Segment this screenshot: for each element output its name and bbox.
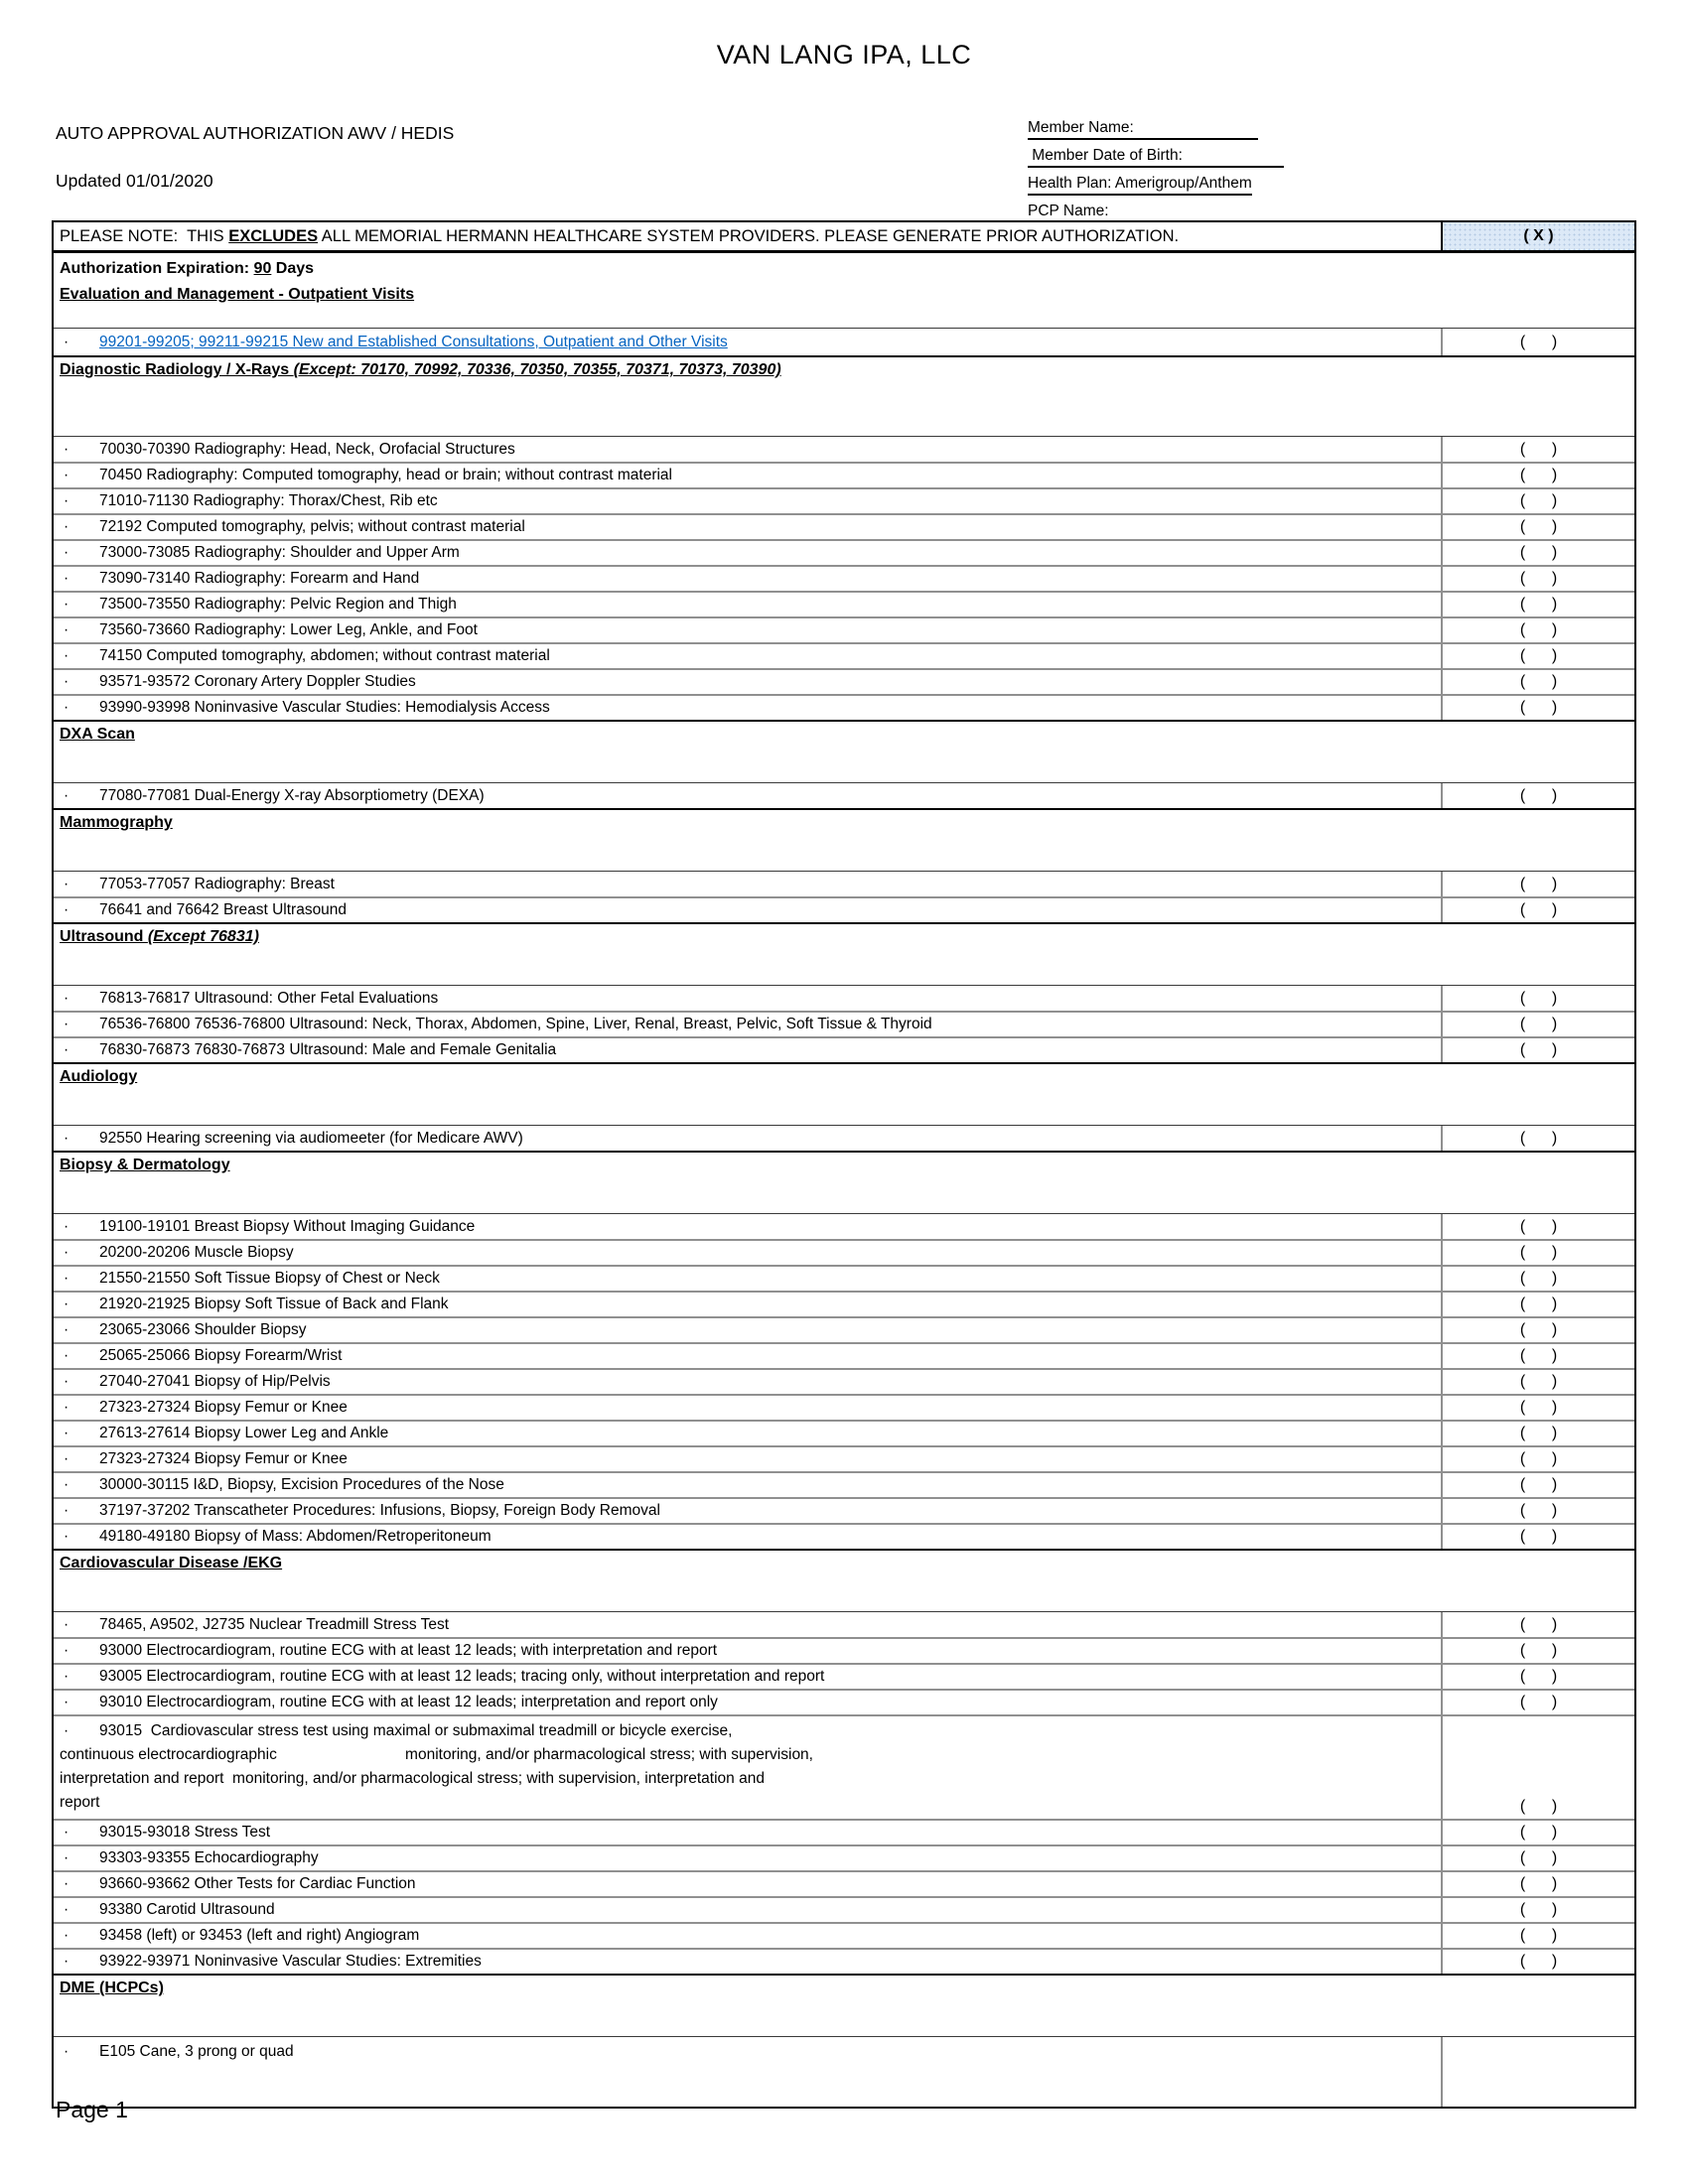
row-checkbox[interactable]: ( ) bbox=[1441, 1293, 1634, 1316]
row-checkbox[interactable]: ( ) bbox=[1441, 1716, 1634, 1819]
bullet: · bbox=[64, 1129, 70, 1147]
row-text: 76813-76817 Ultrasound: Other Fetal Evaluations bbox=[99, 989, 439, 1007]
table-row bbox=[54, 668, 1634, 694]
row-checkbox[interactable]: ( ) bbox=[1441, 618, 1634, 642]
row-text-wrap bbox=[54, 1924, 1441, 1948]
table-row bbox=[54, 1011, 1634, 1036]
row-text: 21920-21925 Biopsy Soft Tissue of Back and Flank bbox=[99, 1296, 449, 1312]
bullet: · bbox=[64, 1476, 70, 1493]
bullet: · bbox=[64, 1270, 70, 1287]
bullet: · bbox=[64, 1016, 70, 1032]
bullet: · bbox=[64, 1347, 70, 1364]
section-diagnostic-radiology bbox=[54, 355, 1634, 720]
row-text-wrap bbox=[54, 644, 1441, 668]
table-row bbox=[54, 1637, 1634, 1663]
section-dme-hcpcs bbox=[54, 1974, 1634, 2107]
row-checkbox[interactable]: ( ) bbox=[1441, 1126, 1634, 1151]
bullet: · bbox=[64, 1373, 70, 1390]
bullet: · bbox=[64, 440, 70, 458]
row-checkbox[interactable]: ( ) bbox=[1441, 1821, 1634, 1844]
row-text-wrap bbox=[54, 872, 1441, 896]
bullet: · bbox=[64, 1425, 70, 1441]
row-checkbox[interactable]: ( ) bbox=[1441, 515, 1634, 539]
bullet: · bbox=[64, 518, 70, 535]
row-checkbox[interactable]: ( ) bbox=[1441, 1846, 1634, 1870]
table-row bbox=[54, 1689, 1634, 1714]
page-number: Page 1 bbox=[56, 2097, 128, 2122]
row-text-wrap bbox=[54, 1525, 1441, 1549]
bullet: · bbox=[64, 544, 70, 561]
row-text: 93660-93662 Other Tests for Cardiac Function bbox=[99, 1875, 416, 1892]
row-checkbox[interactable]: ( ) bbox=[1441, 1499, 1634, 1523]
section-title: Biopsy & Dermatology bbox=[60, 1157, 230, 1173]
row-text: 73560-73660 Radiography: Lower Leg, Ankle, and Foot bbox=[99, 621, 478, 638]
row-text: 73000-73085 Radiography: Shoulder and Upper Arm bbox=[99, 544, 460, 561]
row-checkbox[interactable]: ( ) bbox=[1441, 1950, 1634, 1974]
bullet: · bbox=[64, 1694, 70, 1710]
row-checkbox[interactable]: ( ) bbox=[1441, 1447, 1634, 1471]
row-checkbox[interactable]: ( ) bbox=[1441, 329, 1634, 355]
row-checkbox[interactable]: ( ) bbox=[1441, 1422, 1634, 1445]
table-row bbox=[54, 986, 1634, 1011]
section-biopsy-dermatology bbox=[54, 1151, 1634, 1549]
row-text-wrap bbox=[54, 1447, 1441, 1471]
row-checkbox[interactable]: ( ) bbox=[1441, 670, 1634, 694]
section-header-biopsy-dermatology bbox=[54, 1153, 1634, 1214]
row-checkbox[interactable]: ( ) bbox=[1441, 1872, 1634, 1896]
row-checkbox[interactable]: ( ) bbox=[1441, 1473, 1634, 1497]
table-row bbox=[54, 1214, 1634, 1239]
row-text: 93380 Carotid Ultrasound bbox=[99, 1901, 275, 1918]
row-text-wrap bbox=[54, 1898, 1441, 1922]
table-row bbox=[54, 1870, 1634, 1896]
row-text: 92550 Hearing screening via audiomeeter (for Medicare AWV) bbox=[99, 1129, 523, 1147]
table-row bbox=[54, 896, 1634, 922]
bullet: · bbox=[64, 596, 70, 613]
section-cardiovascular-ekg bbox=[54, 1549, 1634, 1974]
row-text: 27040-27041 Biopsy of Hip/Pelvis bbox=[99, 1373, 331, 1390]
row-text-wrap bbox=[54, 1344, 1441, 1368]
section-evaluation-management-header bbox=[54, 253, 1634, 329]
row-text: 20200-20206 Muscle Biopsy bbox=[99, 1244, 294, 1261]
row-checkbox[interactable]: ( ) bbox=[1441, 898, 1634, 922]
row-text-wrap bbox=[54, 1422, 1441, 1445]
row-text-wrap bbox=[54, 1872, 1441, 1896]
row-text-line: continuous electrocardiographic monitoring, and/or pharmacological stress; with supervision, bbox=[60, 1746, 813, 1763]
row-text: 93571-93572 Coronary Artery Doppler Studies bbox=[99, 673, 416, 690]
row-checkbox[interactable]: ( ) bbox=[1441, 1898, 1634, 1922]
row-checkbox[interactable]: ( ) bbox=[1441, 541, 1634, 565]
note-excludes: EXCLUDES bbox=[228, 226, 319, 245]
row-text: 93015 Cardiovascular stress test using maximal or submaximal treadmill or bicycle exercise, bbox=[99, 1722, 733, 1739]
row-text-wrap bbox=[54, 1293, 1441, 1316]
table-row bbox=[54, 1126, 1634, 1151]
row-text-wrap bbox=[54, 1691, 1441, 1714]
row-text-wrap bbox=[54, 1612, 1441, 1637]
bullet: · bbox=[64, 1450, 70, 1467]
row-text-wrap bbox=[54, 1370, 1441, 1394]
row-text-wrap bbox=[54, 464, 1441, 487]
row-text-line: interpretation and report monitoring, and/or pharmacological stress; with supervision, interpretation and bbox=[60, 1770, 765, 1787]
section-title: Diagnostic Radiology / X-Rays bbox=[60, 361, 294, 378]
table-row bbox=[54, 783, 1634, 808]
row-checkbox[interactable]: ( ) bbox=[1441, 437, 1634, 462]
row-checkbox[interactable]: ( ) bbox=[1441, 1318, 1634, 1342]
bullet: · bbox=[64, 467, 70, 483]
bullet: · bbox=[64, 1321, 70, 1338]
bullet: · bbox=[64, 1642, 70, 1659]
table-row bbox=[54, 437, 1634, 462]
row-text-wrap bbox=[54, 1846, 1441, 1870]
row-text: 27613-27614 Biopsy Lower Leg and Ankle bbox=[99, 1425, 389, 1441]
member-name-field: Member Name: bbox=[1028, 119, 1258, 140]
program-title: AUTO APPROVAL AUTHORIZATION AWV / HEDIS bbox=[56, 123, 455, 143]
row-text-wrap bbox=[54, 1639, 1441, 1663]
row-text-wrap bbox=[54, 783, 1441, 808]
row-text-line: report bbox=[60, 1794, 100, 1811]
bullet: · bbox=[64, 1875, 70, 1892]
bullet: · bbox=[64, 621, 70, 638]
member-info-block bbox=[1028, 119, 1284, 230]
row-text-wrap bbox=[54, 696, 1441, 720]
row-text: 93000 Electrocardiogram, routine ECG with at least 12 leads; with interpretation and report bbox=[99, 1642, 718, 1659]
section-title: DME (HCPCs) bbox=[60, 1979, 164, 1996]
table-row bbox=[54, 1445, 1634, 1471]
row-checkbox[interactable]: ( ) bbox=[1441, 1267, 1634, 1291]
row-text-wrap bbox=[54, 2037, 1441, 2107]
row-checkbox[interactable]: ( ) bbox=[1441, 872, 1634, 896]
table-row bbox=[54, 1239, 1634, 1265]
row-checkbox bbox=[1441, 2037, 1634, 2107]
row-text-wrap bbox=[54, 1665, 1441, 1689]
table-row bbox=[54, 591, 1634, 616]
section-title: Audiology bbox=[60, 1068, 138, 1085]
table-row bbox=[54, 1420, 1634, 1445]
row-checkbox[interactable]: ( ) bbox=[1441, 1241, 1634, 1265]
row-checkbox[interactable]: ( ) bbox=[1441, 1525, 1634, 1549]
table-row bbox=[54, 1612, 1634, 1637]
row-text: 73500-73550 Radiography: Pelvic Region and Thigh bbox=[99, 596, 457, 613]
row-text-wrap bbox=[54, 1821, 1441, 1844]
table-row bbox=[54, 1342, 1634, 1368]
row-text: 49180-49180 Biopsy of Mass: Abdomen/Retroperitoneum bbox=[99, 1528, 492, 1545]
row-text: 93010 Electrocardiogram, routine ECG with at least 12 leads; interpretation and report only bbox=[99, 1694, 718, 1710]
table-row bbox=[54, 872, 1634, 896]
bullet: · bbox=[64, 786, 70, 804]
bullet: · bbox=[64, 1041, 70, 1058]
row-text-wrap bbox=[54, 437, 1441, 462]
please-note-row bbox=[54, 222, 1634, 253]
section-title-exceptions: (Except: 70170, 70992, 70336, 70350, 70355, 70371, 70373, 70390) bbox=[293, 361, 781, 378]
table-row bbox=[54, 616, 1634, 642]
section-header-cardiovascular-ekg bbox=[54, 1551, 1634, 1612]
bullet: · bbox=[64, 989, 70, 1007]
note-pre: PLEASE NOTE: THIS bbox=[60, 226, 229, 245]
row-text-multiline bbox=[54, 1716, 1441, 1819]
row-text-wrap bbox=[54, 1267, 1441, 1291]
row-text: 27323-27324 Biopsy Femur or Knee bbox=[99, 1399, 348, 1416]
table-row-em-link bbox=[54, 329, 1634, 355]
auth-exp-pre: Authorization Expiration: bbox=[60, 260, 254, 277]
row-checkbox[interactable]: ( ) bbox=[1441, 1370, 1634, 1394]
row-text-wrap bbox=[54, 1318, 1441, 1342]
row-text-wrap bbox=[54, 1126, 1441, 1151]
table-row bbox=[54, 1471, 1634, 1497]
table-row bbox=[54, 1663, 1634, 1689]
section-title: Mammography bbox=[60, 814, 173, 831]
row-text-wrap bbox=[54, 1950, 1441, 1974]
row-text-wrap bbox=[54, 1396, 1441, 1420]
row-text: 25065-25066 Biopsy Forearm/Wrist bbox=[99, 1347, 343, 1364]
row-checkbox[interactable]: ( ) bbox=[1441, 489, 1634, 513]
row-text-wrap bbox=[54, 515, 1441, 539]
table-row bbox=[54, 1394, 1634, 1420]
table-row bbox=[54, 1316, 1634, 1342]
section-mammography bbox=[54, 808, 1634, 922]
row-checkbox[interactable]: ( ) bbox=[1441, 783, 1634, 808]
row-text-wrap bbox=[54, 567, 1441, 591]
bullet: · bbox=[64, 1528, 70, 1545]
row-checkbox[interactable]: ( ) bbox=[1441, 1344, 1634, 1368]
row-text-line bbox=[54, 1719, 1441, 1743]
row-text: 73090-73140 Radiography: Forearm and Hand bbox=[99, 570, 420, 587]
row-text: 72192 Computed tomography, pelvis; without contrast material bbox=[99, 518, 525, 535]
bullet: · bbox=[64, 1244, 70, 1261]
note-checkbox[interactable]: ( X ) bbox=[1441, 222, 1634, 250]
bullet: · bbox=[64, 1927, 70, 1944]
bullet: · bbox=[64, 1296, 70, 1312]
table-row bbox=[54, 1714, 1634, 1819]
row-text: E105 Cane, 3 prong or quad bbox=[99, 2043, 294, 2060]
section-header-mammography bbox=[54, 810, 1634, 872]
bullet: · bbox=[64, 1722, 70, 1739]
row-text-wrap bbox=[54, 670, 1441, 694]
bullet: · bbox=[64, 875, 70, 892]
row-text: 93922-93971 Noninvasive Vascular Studies: Extremities bbox=[99, 1953, 482, 1970]
row-checkbox[interactable]: ( ) bbox=[1441, 464, 1634, 487]
table-row bbox=[54, 1819, 1634, 1844]
row-text-wrap bbox=[54, 489, 1441, 513]
table-row bbox=[54, 1523, 1634, 1549]
section-title: Ultrasound bbox=[60, 928, 148, 945]
auth-exp-days-value: 90 bbox=[253, 260, 272, 277]
table-row bbox=[54, 487, 1634, 513]
row-text: 93303-93355 Echocardiography bbox=[99, 1849, 319, 1866]
row-text: 23065-23066 Shoulder Biopsy bbox=[99, 1321, 307, 1338]
bullet: · bbox=[64, 1615, 70, 1633]
table-row bbox=[54, 1896, 1634, 1922]
table-row bbox=[54, 1948, 1634, 1974]
bullet: · bbox=[64, 333, 70, 350]
updated-date: Updated 01/01/2020 bbox=[56, 171, 213, 191]
row-text-wrap bbox=[54, 898, 1441, 922]
section-header-ultrasound bbox=[54, 924, 1634, 986]
please-note-text bbox=[54, 227, 1441, 246]
row-checkbox[interactable]: ( ) bbox=[1441, 1691, 1634, 1714]
row-checkbox[interactable]: ( ) bbox=[1441, 696, 1634, 720]
row-text: 27323-27324 Biopsy Femur or Knee bbox=[99, 1450, 348, 1467]
bullet: · bbox=[64, 1901, 70, 1918]
row-text-wrap bbox=[54, 618, 1441, 642]
table-row bbox=[54, 642, 1634, 668]
row-text: 93005 Electrocardiogram, routine ECG with at least 12 leads; tracing only, without interpretation and report bbox=[99, 1668, 825, 1685]
bullet: · bbox=[64, 1668, 70, 1685]
row-text: 21550-21550 Soft Tissue Biopsy of Chest or Neck bbox=[99, 1270, 440, 1287]
section-header-audiology bbox=[54, 1064, 1634, 1126]
bullet: · bbox=[64, 1849, 70, 1866]
row-checkbox[interactable]: ( ) bbox=[1441, 1639, 1634, 1663]
row-text bbox=[54, 329, 1441, 355]
row-text-wrap bbox=[54, 1241, 1441, 1265]
row-text-wrap bbox=[54, 1013, 1441, 1036]
bullet: · bbox=[64, 1824, 70, 1841]
bullet: · bbox=[64, 1502, 70, 1519]
page-title: VAN LANG IPA, LLC bbox=[716, 40, 972, 69]
bullet: · bbox=[64, 673, 70, 690]
row-text: 74150 Computed tomography, abdomen; without contrast material bbox=[99, 647, 550, 664]
section-header-dme-hcpcs bbox=[54, 1976, 1634, 2037]
pcp-name-field: PCP Name: bbox=[1028, 203, 1248, 223]
authorization-expiration bbox=[60, 257, 1634, 281]
table-row bbox=[54, 539, 1634, 565]
table-row bbox=[54, 1368, 1634, 1394]
section-dxa-scan bbox=[54, 720, 1634, 808]
section-title: DXA Scan bbox=[60, 726, 135, 743]
row-text-wrap bbox=[54, 1473, 1441, 1497]
section-title-evaluation-management: Evaluation and Management - Outpatient Visits bbox=[60, 286, 415, 303]
table-row bbox=[54, 1844, 1634, 1870]
section-ultrasound bbox=[54, 922, 1634, 1062]
bullet: · bbox=[64, 2043, 70, 2060]
bullet: · bbox=[64, 1953, 70, 1970]
row-checkbox[interactable]: ( ) bbox=[1441, 1924, 1634, 1948]
auth-exp-post: Days bbox=[271, 260, 315, 277]
row-text: 30000-30115 I&D, Biopsy, Excision Procedures of the Nose bbox=[99, 1476, 504, 1493]
table-row bbox=[54, 1291, 1634, 1316]
row-text: 93990-93998 Noninvasive Vascular Studies: Hemodialysis Access bbox=[99, 699, 550, 716]
row-text-wrap bbox=[54, 986, 1441, 1011]
table-row bbox=[54, 565, 1634, 591]
bullet: · bbox=[64, 492, 70, 509]
row-checkbox[interactable]: ( ) bbox=[1441, 1396, 1634, 1420]
em-codes-link[interactable]: 99201-99205; 99211-99215 New and Established Consultations, Outpatient and Other Visits bbox=[99, 333, 728, 350]
row-checkbox[interactable]: ( ) bbox=[1441, 1665, 1634, 1689]
row-checkbox[interactable]: ( ) bbox=[1441, 986, 1634, 1011]
row-checkbox[interactable]: ( ) bbox=[1441, 1013, 1634, 1036]
row-text-wrap bbox=[54, 1214, 1441, 1239]
bullet: · bbox=[64, 901, 70, 918]
row-text: 70450 Radiography: Computed tomography, head or brain; without contrast material bbox=[99, 467, 672, 483]
bullet: · bbox=[64, 1399, 70, 1416]
row-checkbox[interactable]: ( ) bbox=[1441, 593, 1634, 616]
row-text: 76830-76873 76830-76873 Ultrasound: Male and Female Genitalia bbox=[99, 1041, 557, 1058]
table-row bbox=[54, 2037, 1634, 2107]
row-text: 77053-77057 Radiography: Breast bbox=[99, 875, 335, 892]
row-text-wrap bbox=[54, 1038, 1441, 1062]
row-text: 70030-70390 Radiography: Head, Neck, Orofacial Structures bbox=[99, 440, 515, 458]
row-text: 93015-93018 Stress Test bbox=[99, 1824, 271, 1841]
row-text-wrap bbox=[54, 593, 1441, 616]
table-row bbox=[54, 1036, 1634, 1062]
row-checkbox[interactable]: ( ) bbox=[1441, 644, 1634, 668]
section-audiology bbox=[54, 1062, 1634, 1151]
row-checkbox[interactable]: ( ) bbox=[1441, 1038, 1634, 1062]
row-text: 77080-77081 Dual-Energy X-ray Absorptiometry (DEXA) bbox=[99, 786, 485, 804]
bullet: · bbox=[64, 1217, 70, 1235]
section-title: Cardiovascular Disease /EKG bbox=[60, 1555, 283, 1571]
row-text: 19100-19101 Breast Biopsy Without Imaging Guidance bbox=[99, 1217, 476, 1235]
bullet: · bbox=[64, 647, 70, 664]
row-text: 76641 and 76642 Breast Ultrasound bbox=[99, 901, 348, 918]
note-post: ALL MEMORIAL HERMANN HEALTHCARE SYSTEM PROVIDERS. PLEASE GENERATE PRIOR AUTHORIZATION. bbox=[318, 226, 1180, 245]
row-text: 71010-71130 Radiography: Thorax/Chest, Rib etc bbox=[99, 492, 438, 509]
table-row bbox=[54, 513, 1634, 539]
row-checkbox[interactable]: ( ) bbox=[1441, 1612, 1634, 1637]
table-row bbox=[54, 462, 1634, 487]
table-row bbox=[54, 1922, 1634, 1948]
row-text: 78465, A9502, J2735 Nuclear Treadmill Stress Test bbox=[99, 1615, 450, 1633]
health-plan-field: Health Plan: Amerigroup/Anthem bbox=[1028, 175, 1252, 196]
section-title-exceptions: (Except 76831) bbox=[147, 928, 259, 945]
row-text: 93458 (left) or 93453 (left and right) Angiogram bbox=[99, 1927, 420, 1944]
section-header-dxa-scan bbox=[54, 722, 1634, 783]
row-text: 37197-37202 Transcatheter Procedures: Infusions, Biopsy, Foreign Body Removal bbox=[99, 1502, 660, 1519]
row-text-wrap bbox=[54, 1499, 1441, 1523]
row-text-wrap bbox=[54, 541, 1441, 565]
authorization-table bbox=[52, 220, 1636, 2109]
section-header-diagnostic-radiology bbox=[54, 357, 1634, 437]
table-row bbox=[54, 694, 1634, 720]
table-row bbox=[54, 1497, 1634, 1523]
row-text: 76536-76800 76536-76800 Ultrasound: Neck, Thorax, Abdomen, Spine, Liver, Renal, Breast, Pelvic, Soft Tissue & Thyroid bbox=[99, 1016, 932, 1032]
row-checkbox[interactable]: ( ) bbox=[1441, 1214, 1634, 1239]
table-row bbox=[54, 1265, 1634, 1291]
member-dob-field: Member Date of Birth: bbox=[1028, 147, 1284, 168]
row-checkbox[interactable]: ( ) bbox=[1441, 567, 1634, 591]
bullet: · bbox=[64, 570, 70, 587]
bullet: · bbox=[64, 699, 70, 716]
